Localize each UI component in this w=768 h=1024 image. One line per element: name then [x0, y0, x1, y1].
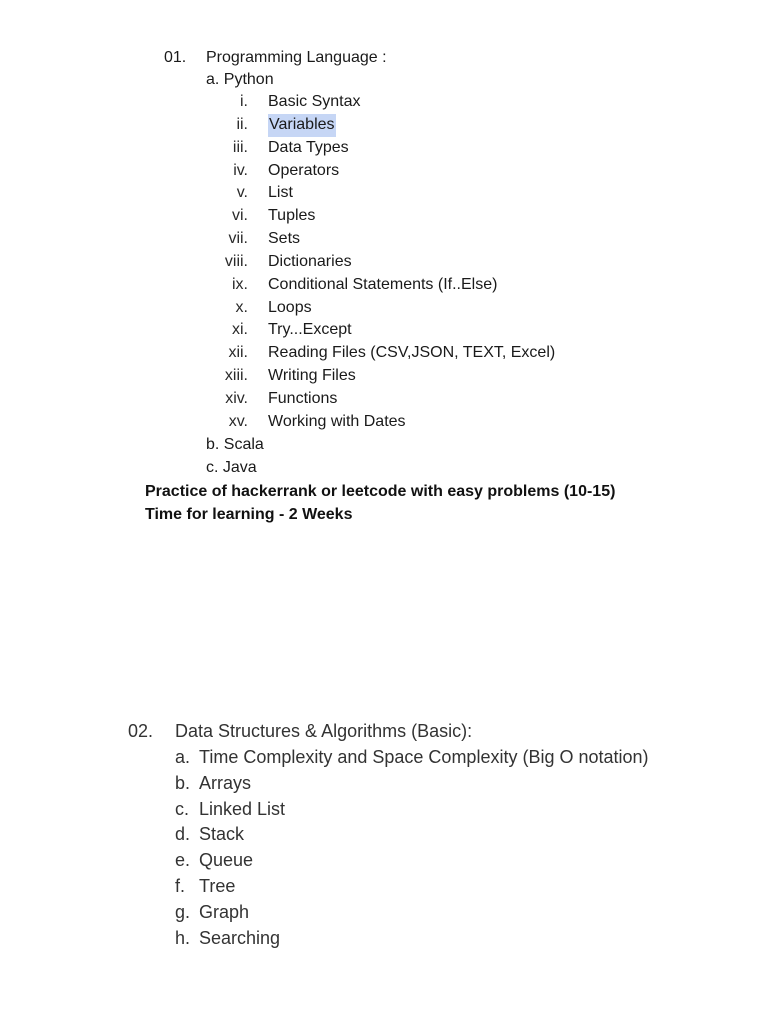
section-2-heading [128, 719, 472, 743]
list-item: i. Basic Syntax [240, 93, 361, 110]
python-topic-list [206, 91, 555, 434]
list-item: h. Searching [175, 927, 281, 948]
list-item: xiii. Writing Files [224, 367, 356, 385]
list-item: iii. Data Types [232, 138, 349, 156]
list-item: f. Tree [175, 875, 236, 896]
list-item: c. Linked List [175, 798, 286, 819]
list-item: a. Time Complexity and Space Complexity (Big O notation) [175, 747, 649, 767]
section-1-heading [164, 47, 387, 69]
dsa-topic-list [175, 745, 649, 951]
list-item: xv. Working with Dates [228, 412, 406, 430]
list-item: vi. Tuples [232, 207, 316, 225]
java-label: c. Java [206, 459, 257, 476]
list-item: vii. Sets [228, 230, 301, 248]
python-label: a. Python [206, 71, 274, 88]
list-item: ix. Conditional Statements (If..Else) [232, 275, 498, 293]
list-item: e. Queue [175, 850, 254, 871]
time-note: Time for learning - 2 Weeks [145, 506, 353, 523]
section-1-number: 01. [164, 49, 187, 66]
scala-label: b. Scala [206, 436, 264, 453]
practice-note: Practice of hackerrank or leetcode with easy problems (10-15) [145, 483, 616, 500]
selected-text[interactable]: Variables [268, 114, 336, 137]
section-1-title: Programming Language : [206, 49, 387, 66]
list-item: iv. Operators [233, 161, 340, 179]
list-item: viii. Dictionaries [224, 252, 352, 270]
list-item: v. List [236, 184, 293, 202]
list-item: b. Arrays [175, 772, 252, 793]
list-item: ii. Variables [206, 114, 555, 137]
list-item: xii. Reading Files (CSV,JSON, TEXT, Excel) [228, 344, 556, 362]
list-item: x. Loops [235, 298, 312, 316]
list-item: xiv. Functions [225, 389, 338, 407]
section-2-title: Data Structures & Algorithms (Basic): [175, 721, 473, 741]
section-2-number: 02. [128, 721, 154, 741]
list-item: g. Graph [175, 901, 250, 922]
list-item: d. Stack [175, 824, 245, 845]
list-item: xi. Try...Except [232, 321, 352, 339]
